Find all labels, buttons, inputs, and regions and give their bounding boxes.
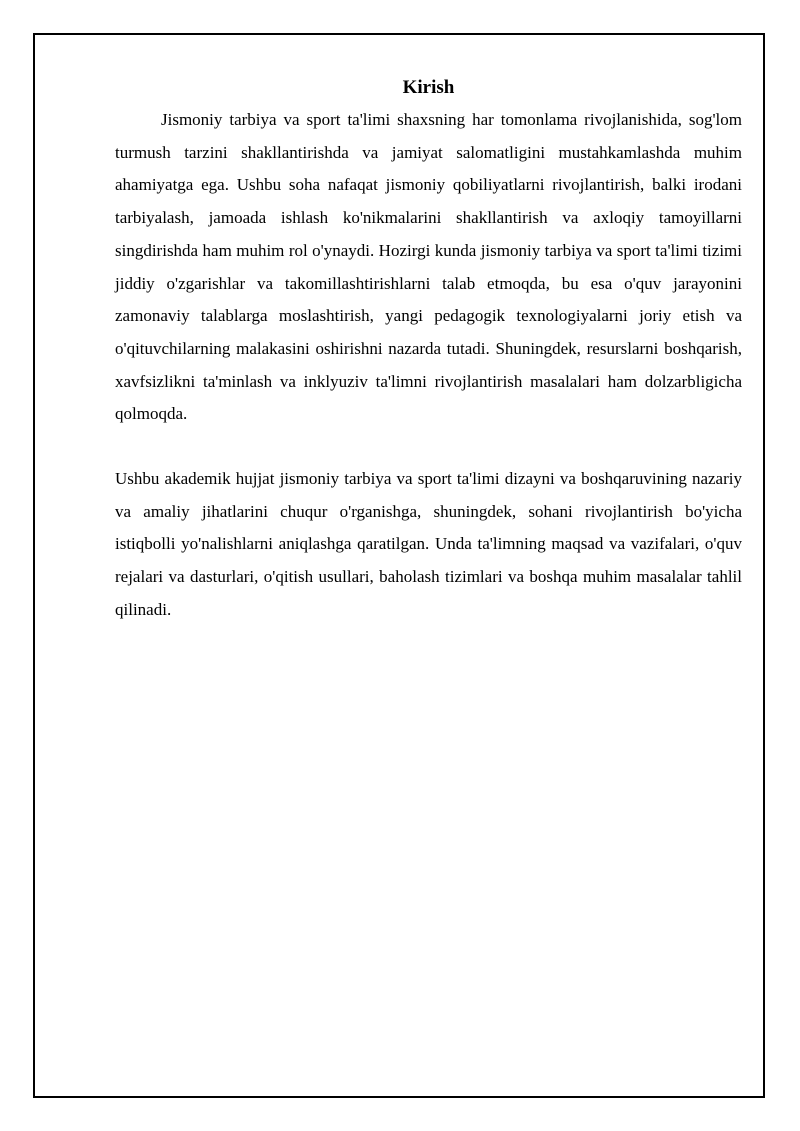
paragraph-purpose: Ushbu akademik hujjat jismoniy tarbiya va sport ta'limi dizayni va boshqaruvining nazariy va amaliy jihatlarini chuqur o'rganishga, shuningdek, sohani rivojlantirish bo'yicha istiqbolli yo'nalishlarni aniqlashga qaratilgan. Unda ta'limning maqsad va vazifalari, o'quv rejalari va dasturlari, o'qitish usullari, baholash tizimlari va boshqa muhim masalalar tahlil qilinadi. [115, 469, 742, 619]
paragraph-intro: Jismoniy tarbiya va sport ta'limi shaxsning har tomonlama rivojlanishida, sog'lom turmush tarzini shakllantirishda va jamiyat salomatligini mustahkamlashda muhim ahamiyatga ega. Ushbu soha nafaqat jismoniy qobiliyatlarni rivojlantirish, balki irodani tarbiyalash, jamoada ishlash ko'nikmalarini shakllantirish va axloqiy tamoyillarni singdirishda ham muhim rol o'ynaydi. Hozirgi kunda jismoniy tarbiya va sport ta'limi tizimi jiddiy o'zgarishlar va takomillashtirishlarni talab etmoqda, bu esa o'quv jarayonini zamonaviy talablarga moslashtirish, yangi pedagogik texnologiyalarni joriy etish va o'qituvchilarning malakasini oshirishni nazarda tutadi. Shuningdek, resurslarni boshqarish, xavfsizlikni ta'minlash va inklyuziv ta'limni rivojlantirish masalalari ham dolzarbligicha qolmoqda. [115, 110, 742, 424]
document-body [115, 76, 742, 627]
page-title: Kirish [402, 77, 455, 98]
